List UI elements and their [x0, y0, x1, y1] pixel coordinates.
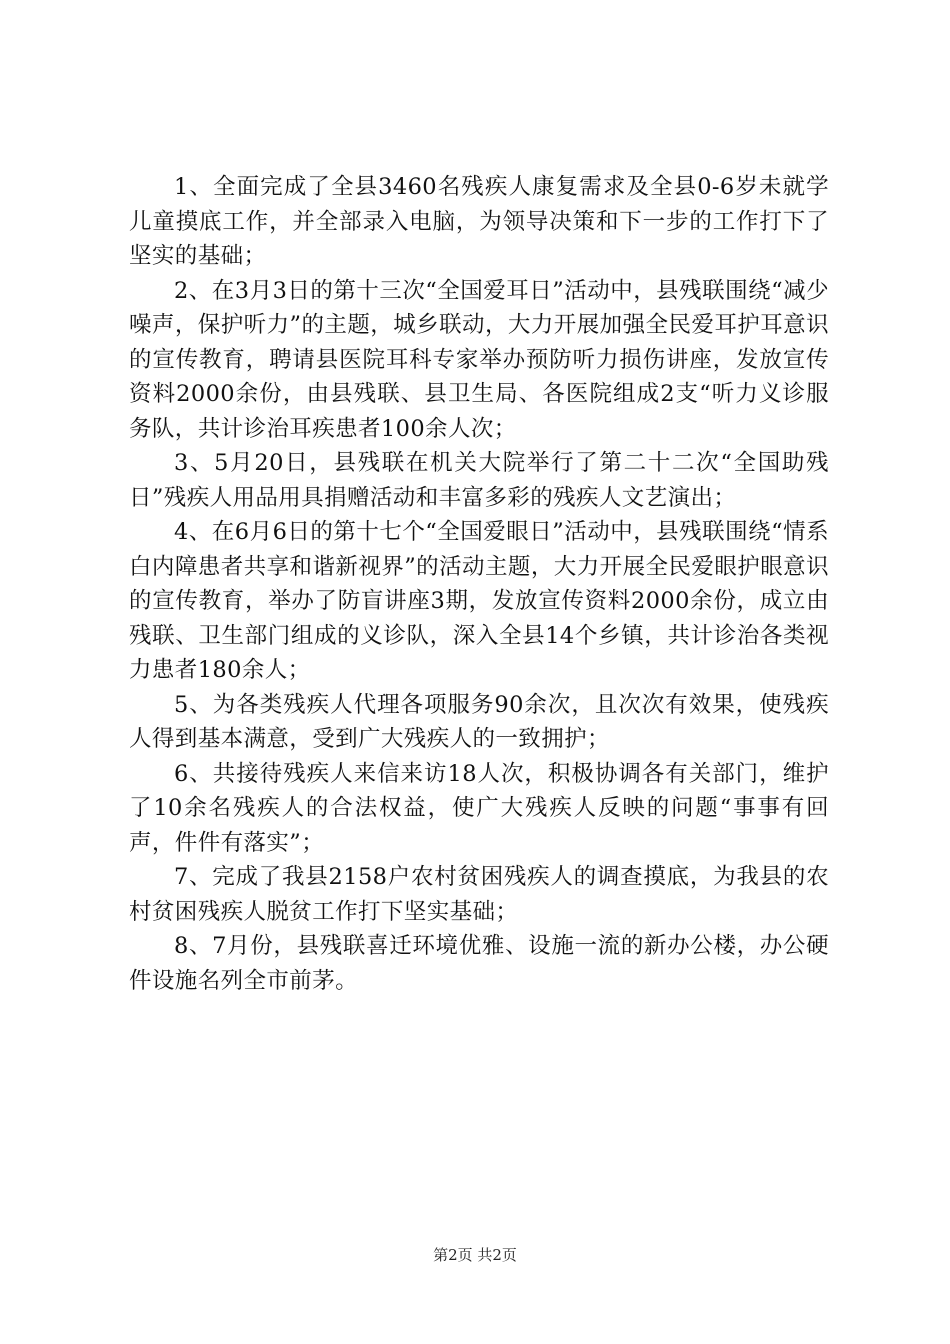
paragraph-8: 8、7月份，县残联喜迁环境优雅、设施一流的新办公楼，办公硬件设施名列全市前茅。 — [129, 933, 829, 994]
paragraph-3: 3、5月20日，县残联在机关大院举行了第二十二次“全国助残日”残疾人用品用具捐赠活动和丰富多彩的残疾人文艺演出； — [129, 450, 829, 511]
paragraph-5: 5、为各类残疾人代理各项服务90余次，且次次有效果，使残疾人得到基本满意，受到广大残疾人的一致拥护； — [129, 691, 829, 752]
document-body — [129, 170, 829, 998]
paragraph-7: 7、完成了我县2158户农村贫困残疾人的调查摸底，为我县的农村贫困残疾人脱贫工作打下坚实基础； — [129, 864, 829, 925]
page-number-footer: 第2页 共2页 — [433, 1246, 517, 1264]
paragraph-1: 1、全面完成了全县3460名残疾人康复需求及全县0-6岁未就学儿童摸底工作，并全部录入电脑，为领导决策和下一步的工作打下了坚实的基础； — [129, 174, 829, 269]
paragraph-6: 6、共接待残疾人来信来访18人次，积极协调各有关部门，维护了10余名残疾人的合法权益，使广大残疾人反映的问题“事事有回声，件件有落实”； — [129, 760, 829, 856]
paragraph-2: 2、在3月3日的第十三次“全国爱耳日”活动中，县残联围绕“减少噪声，保护听力”的主题，城乡联动，大力开展加强全民爱耳护耳意识的宣传教育，聘请县医院耳科专家举办预防听力损伤讲座，发放宣传资料2000余份，由县残联、县卫生局、各医院组成2支“听力义诊服务队，共计诊治耳疾患者100余人次； — [129, 277, 829, 442]
paragraph-4: 4、在6月6日的第十七个“全国爱眼日”活动中，县残联围绕“情系白内障患者共享和谐新视界”的活动主题，大力开展全民爱眼护眼意识的宣传教育，举办了防盲讲座3期，发放宣传资料2000余份，成立由残联、卫生部门组成的义诊队，深入全县14个乡镇，共计诊治各类视力患者180余人； — [129, 519, 829, 683]
